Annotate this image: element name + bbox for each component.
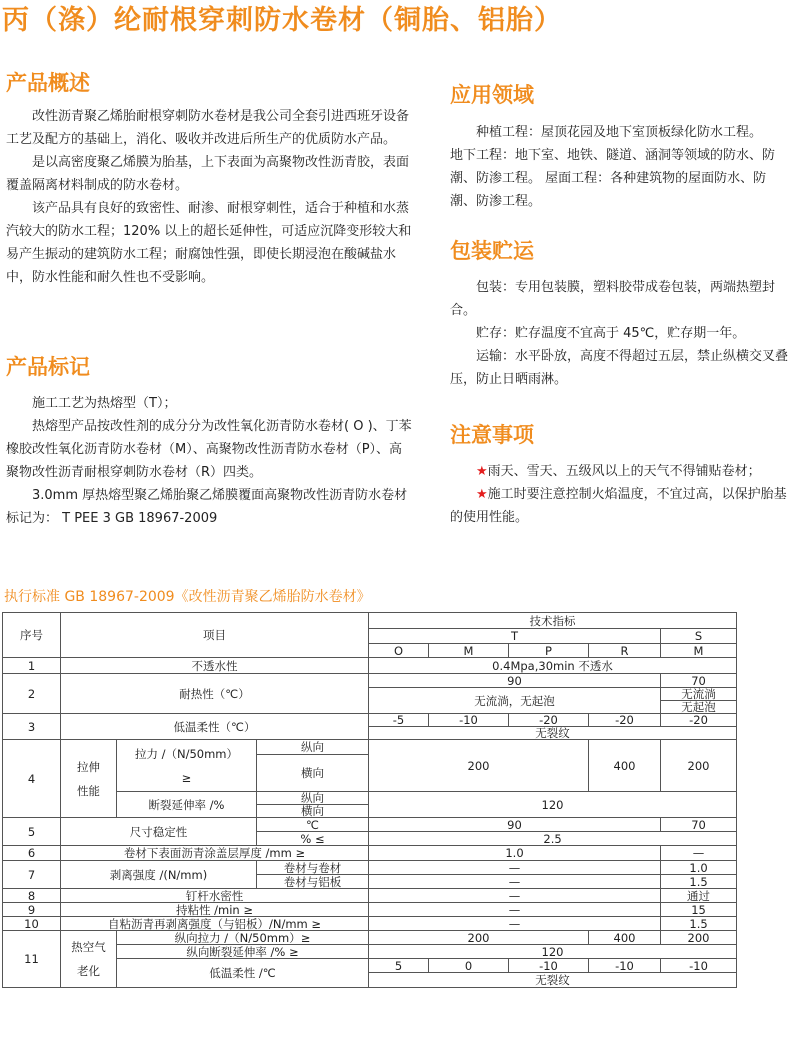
cell-sub: 低温柔性 /℃	[117, 959, 369, 988]
application-text	[450, 121, 792, 213]
header-sub: R	[589, 644, 661, 658]
group-label: 老化	[77, 964, 100, 978]
cell-item: 低温柔性（℃）	[61, 714, 369, 740]
cell-value: 400	[589, 931, 661, 945]
marking-p3: 3.0mm 厚热熔型聚乙烯胎聚乙烯膜覆面高聚物改性沥青防水卷材标记为： T PEE 3 GB 18967-2009	[6, 488, 408, 526]
sub-label: 拉力 /（N/50mm）	[134, 746, 239, 761]
heading-notes: 注意事项	[450, 422, 534, 447]
cell-value: 200	[661, 740, 737, 792]
heading-application: 应用领域	[450, 82, 534, 107]
cell-item: 自粘沥青再剥离强度（与铝板）/N/mm ≥	[61, 917, 369, 931]
cell-direction: 横向	[257, 755, 369, 792]
packaging-text	[450, 276, 792, 391]
packaging-p3: 运输：水平卧放，高度不得超过五层，禁止纵横交叉叠压，防止日晒雨淋。	[450, 349, 789, 387]
cell-value: -20	[509, 714, 589, 727]
page-title: 丙（涤）纶耐根穿刺防水卷材（铜胎、铝胎）	[2, 5, 562, 36]
cell-value: —	[661, 846, 737, 861]
cell-sub: 卷材与卷材	[257, 861, 369, 875]
cell-value: 1.5	[661, 917, 737, 931]
cell-no: 11	[3, 931, 61, 988]
cell-no: 2	[3, 674, 61, 714]
cell-no: 1	[3, 658, 61, 674]
cell-value: 70	[661, 818, 737, 832]
cell-direction: 纵向	[257, 792, 369, 805]
cell-value: 2.5	[369, 832, 737, 846]
overview-p3: 该产品具有良好的致密性、耐渗、耐根穿刺性，适合于种植和水蒸汽较大的防水工程；120% 以上的超长延伸性，可适应沉降变形较大和易产生振动的建筑防水工程；耐腐蚀性强，即使长期浸泡在酸碱盐水中，防水性能和耐久性也不受影响。	[6, 201, 412, 285]
cell-value: 70	[661, 674, 737, 688]
note-2	[450, 483, 792, 529]
cell-no: 3	[3, 714, 61, 740]
cell-sub: 纵向断裂延伸率 /% ≥	[117, 945, 369, 959]
cell-item: 不透水性	[61, 658, 369, 674]
cell-value: 无起泡	[661, 701, 737, 714]
cell-value: 0.4Mpa,30min 不透水	[369, 658, 737, 674]
cell-no: 8	[3, 889, 61, 903]
cell-value: 无裂纹	[369, 973, 737, 988]
cell-value: 无流淌	[661, 688, 737, 701]
cell-value: 15	[661, 903, 737, 917]
star-icon: ★	[476, 464, 488, 479]
cell-no: 10	[3, 917, 61, 931]
cell-value: 200	[661, 931, 737, 945]
header-sub: M	[429, 644, 509, 658]
cell-sub: 断裂延伸率 /%	[117, 792, 257, 818]
cell-value: 5	[369, 959, 429, 973]
packaging-p1: 包装：专用包装膜，塑料胶带成卷包装，两端热塑封合。	[450, 280, 776, 318]
cell-unit: ℃	[257, 818, 369, 832]
cell-value: 无裂纹	[369, 727, 737, 740]
application-p2: 地下工程：地下室、地铁、隧道、涵洞等领域的防水、防潮、防渗工程。 屋面工程：各种建筑物的屋面防水、防潮、防渗工程。	[450, 148, 776, 209]
cell-item: 耐热性（℃）	[61, 674, 369, 714]
group-label: 拉伸	[77, 759, 100, 774]
cell-sub: 卷材与铝板	[257, 875, 369, 889]
cell-group	[61, 740, 117, 818]
cell-direction: 横向	[257, 805, 369, 818]
cell-no: 9	[3, 903, 61, 917]
cell-value: —	[369, 889, 661, 903]
header-sub: O	[369, 644, 429, 658]
header-sub: M	[661, 644, 737, 658]
cell-value: 200	[369, 740, 589, 792]
cell-value: 120	[369, 945, 737, 959]
cell-value: 120	[369, 792, 737, 818]
sub-label: ≥	[181, 770, 192, 785]
cell-sub	[117, 740, 257, 792]
cell-value: 90	[369, 674, 661, 688]
cell-value: 0	[429, 959, 509, 973]
heading-overview: 产品概述	[6, 70, 90, 95]
cell-no: 4	[3, 740, 61, 818]
cell-value: -20	[661, 714, 737, 727]
cell-no: 6	[3, 846, 61, 861]
cell-value: 无流淌，无起泡	[369, 688, 661, 714]
header-spec: 技术指标	[369, 613, 737, 629]
cell-value: -10	[589, 959, 661, 973]
group-label: 性能	[77, 783, 100, 798]
cell-item: 剥离强度 /(N/mm)	[61, 861, 257, 889]
cell-value: —	[369, 917, 661, 931]
note-2-text: 施工时要注意控制火焰温度，不宜过高，以保护胎基的使用性能。	[450, 487, 787, 525]
header-no: 序号	[3, 613, 61, 658]
cell-value: -10	[429, 714, 509, 727]
overview-p1: 改性沥青聚乙烯胎耐根穿刺防水卷材是我公司全套引进西班牙设备工艺及配方的基础上，消化、吸收并改进后所生产的优质防水产品。	[6, 109, 410, 147]
notes-text	[450, 460, 792, 529]
cell-value: -10	[509, 959, 589, 973]
cell-value: -5	[369, 714, 429, 727]
header-type-S: S	[661, 629, 737, 644]
group-label: 热空气	[71, 940, 106, 954]
application-p1: 种植工程：屋顶花园及地下室顶板绿化防水工程。	[476, 125, 763, 140]
cell-value: —	[369, 861, 661, 875]
note-1-text: 雨天、雪天、五级风以上的天气不得铺贴卷材；	[487, 464, 761, 479]
cell-direction: 纵向	[257, 740, 369, 755]
heading-marking: 产品标记	[6, 354, 90, 379]
marking-p1: 施工工艺为热熔型（T）；	[32, 396, 177, 411]
standard-caption: 执行标准 GB 18967-2009《改性沥青聚乙烯胎防水卷材》	[4, 589, 371, 605]
cell-value: 400	[589, 740, 661, 792]
note-1	[450, 460, 792, 483]
cell-no: 7	[3, 861, 61, 889]
heading-packaging: 包装贮运	[450, 238, 534, 263]
star-icon: ★	[476, 487, 488, 502]
cell-unit: % ≤	[257, 832, 369, 846]
cell-item: 卷材下表面沥青涂盖层厚度 /mm ≥	[61, 846, 369, 861]
cell-no: 5	[3, 818, 61, 846]
packaging-p2: 贮存：贮存温度不宜高于 45℃，贮存期一年。	[476, 326, 746, 341]
cell-value: 通过	[661, 889, 737, 903]
cell-sub: 纵向拉力 /（N/50mm）≥	[117, 931, 369, 945]
overview-p2: 是以高密度聚乙烯膜为胎基，上下表面为高聚物改性沥青胶，表面覆盖隔离材料制成的防水卷材。	[6, 155, 410, 193]
header-type-T: T	[369, 629, 661, 644]
cell-item: 尺寸稳定性	[61, 818, 257, 846]
cell-item: 钉杆水密性	[61, 889, 369, 903]
marking-text	[6, 392, 414, 530]
cell-value: -20	[589, 714, 661, 727]
cell-value: 200	[369, 931, 589, 945]
cell-value: 90	[369, 818, 661, 832]
cell-value: 1.0	[369, 846, 661, 861]
overview-text	[6, 105, 414, 289]
cell-item: 持粘性 /min ≥	[61, 903, 369, 917]
cell-group	[61, 931, 117, 988]
spec-table	[2, 612, 737, 988]
header-item: 项目	[61, 613, 369, 658]
cell-value: —	[369, 875, 661, 889]
cell-value: 1.5	[661, 875, 737, 889]
cell-value: 1.0	[661, 861, 737, 875]
marking-p2: 热熔型产品按改性剂的成分分为改性氧化沥青防水卷材( O )、丁苯橡胶改性氧化沥青防水卷材（M）、高聚物改性沥青防水卷材（P）、高聚物改性沥青耐根穿刺防水卷材（R）四类。	[6, 419, 412, 480]
header-sub: P	[509, 644, 589, 658]
cell-value: -10	[661, 959, 737, 973]
cell-value: —	[369, 903, 661, 917]
